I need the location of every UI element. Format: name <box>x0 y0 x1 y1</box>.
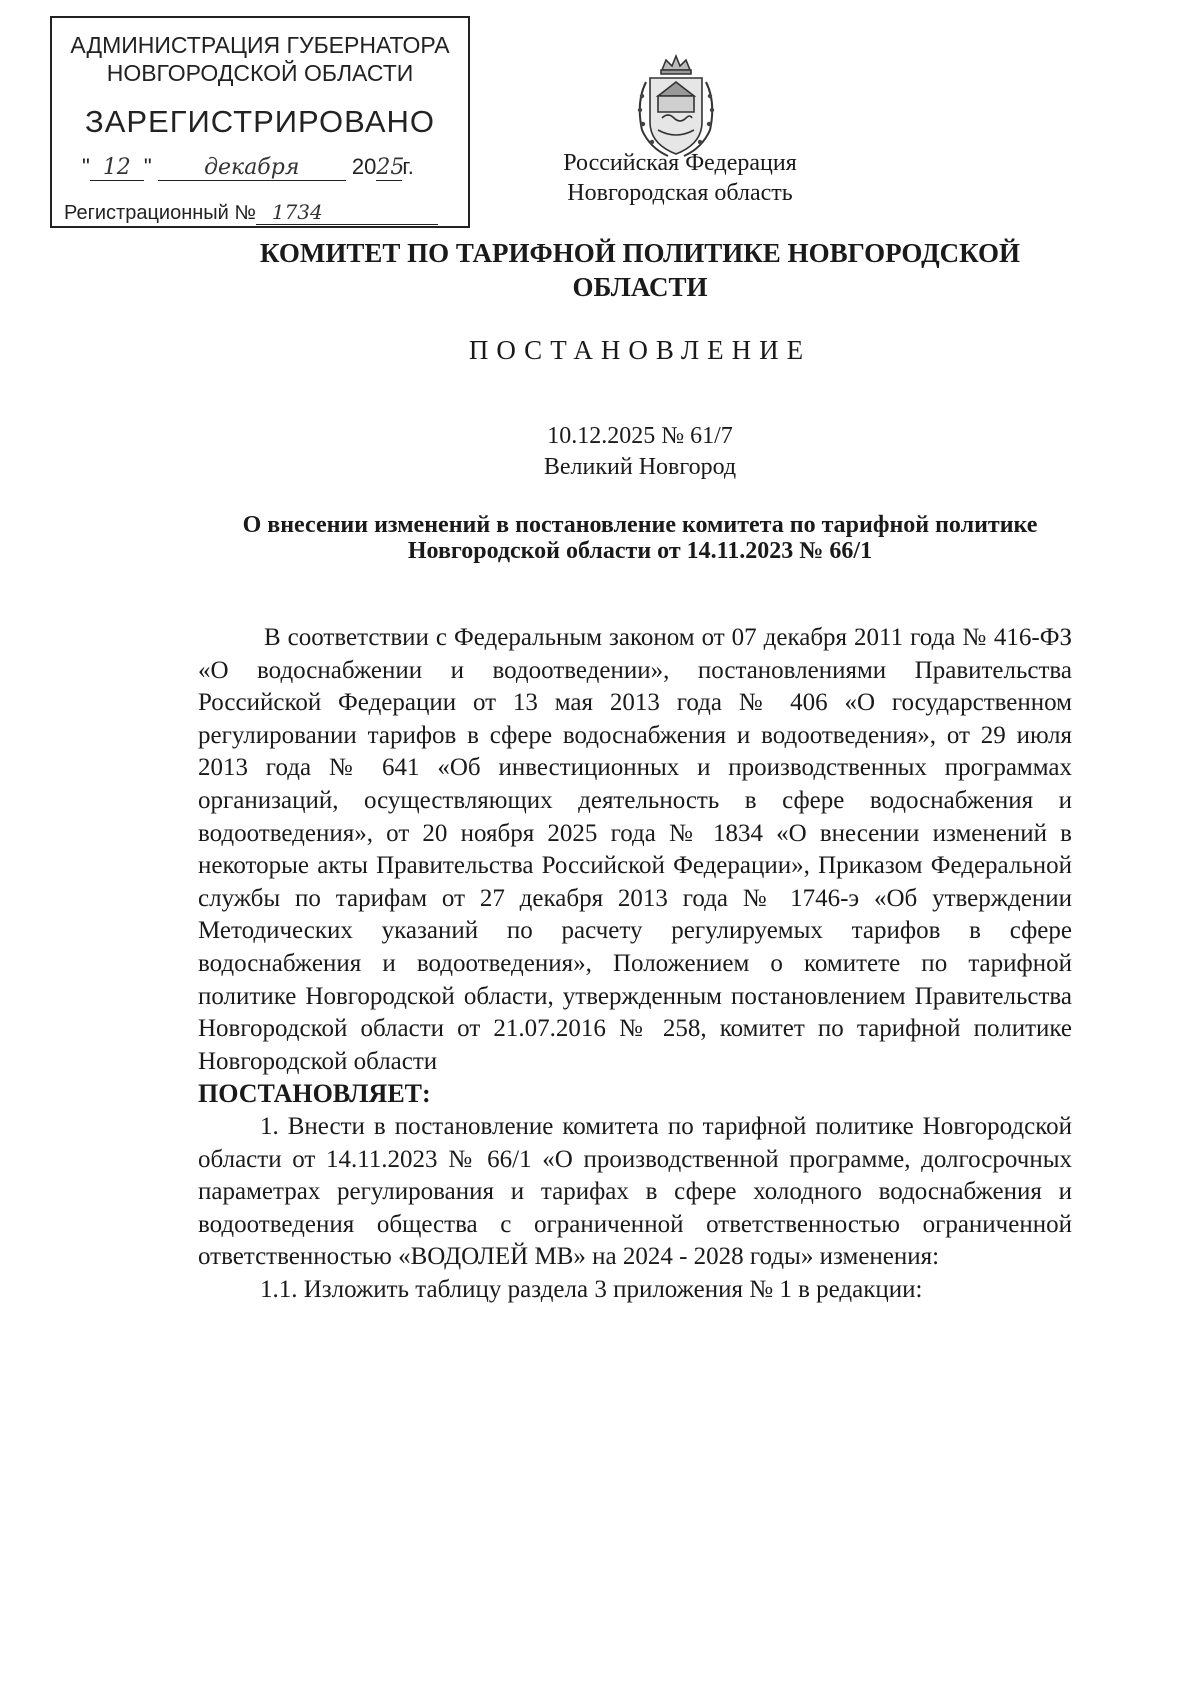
region-name: Новгородская область <box>567 180 793 206</box>
subject-line1: О внесении изменений в постановление комитета по тарифной политике <box>242 512 1038 538</box>
date-and-place <box>300 421 980 483</box>
stamp-year-suffix: 25 <box>376 155 405 180</box>
document-date-number: 10.12.2025 № 61/7 <box>547 423 733 449</box>
committee-title: КОМИТЕТ ПО ТАРИФНОЙ ПОЛИТИКЕ НОВГОРОДСКОЙ ОБЛАСТИ <box>259 238 1021 302</box>
novgorod-coat-of-arms-icon <box>628 52 724 162</box>
document-body <box>198 622 1072 1306</box>
stamp-org-line1: АДМИНИСТРАЦИЯ ГУБЕРНАТОРА <box>70 32 450 58</box>
stamp-reg-number: 1734 <box>256 200 438 225</box>
document-type: ПОСТАНОВЛЕНИЕ <box>468 335 812 365</box>
preamble-paragraph: В соответствии с Федеральным законом от 07 декабря 2011 года № 416-ФЗ «О водоснабжении и водоотведении», постановлениями Правительства Российской Федерации от 13 мая 2013 года № 406 «О государственном регулировании тарифов в сфере водоснабжения и водоотведения», от 29 июля 2013 года № 641 «Об инвестиционных и производственных программах организаций, осуществляющих деятельность в сфере водоснабжения и водоотведения», от 20 ноября 2025 года № 1834 «О внесении изменений в некоторые акты Правительства Российской Федерации», Приказом Федеральной службы по тарифам от 27 декабря 2013 года № 1746-э «Об утверждении Методических указаний по расчету регулируемых тарифов в сфере водоснабжения и водоотведения», Положением о комитете по тарифной политике Новгородской области, утвержденным постановлением Правительства Новгородской области от 21.07.2016 № 258, комитет по тарифной политике Новгородской области <box>198 624 1072 1075</box>
country-name: Российская Федерация <box>563 150 797 176</box>
stamp-month: декабря <box>158 156 346 181</box>
registration-stamp <box>50 16 470 228</box>
stamp-day: 12 <box>90 156 144 181</box>
subject-line2: Новгородской области от 14.11.2023 № 66/1 <box>407 538 873 564</box>
item-1-paragraph: 1. Внести в постановление комитета по тарифной политике Новгородской области от 14.11.2023 № 66/1 «О производственной программе, долгосрочных параметрах регулирования и тарифах в сфере холодного водоснабжения и водоотведения общества с ограниченной ответственностью ограниченной ответственностью «ВОДОЛЕЙ МВ» на 2024 - 2028 годы» изменения: <box>198 1112 1072 1271</box>
stamp-reg-label: Регистрационный № <box>64 202 256 224</box>
stamp-org-line2: НОВГОРОДСКОЙ ОБЛАСТИ <box>106 60 414 86</box>
document-subject <box>190 512 1090 564</box>
stamp-date: " 12 " декабря 2025г. <box>82 154 414 180</box>
stamp-reg-number-row <box>64 200 438 225</box>
federation-header <box>500 148 860 208</box>
item-1-1-paragraph: 1.1. Изложить таблицу раздела 3 приложения № 1 в редакции: <box>260 1275 923 1303</box>
stamp-year-abbr: г. <box>402 154 414 179</box>
stamp-registered: ЗАРЕГИСТРИРОВАНО <box>84 104 435 139</box>
stamp-year-prefix: 20 <box>351 154 377 179</box>
document-city: Великий Новгород <box>543 454 737 480</box>
resolves-heading: ПОСТАНОВЛЯЕТ: <box>198 1079 431 1109</box>
